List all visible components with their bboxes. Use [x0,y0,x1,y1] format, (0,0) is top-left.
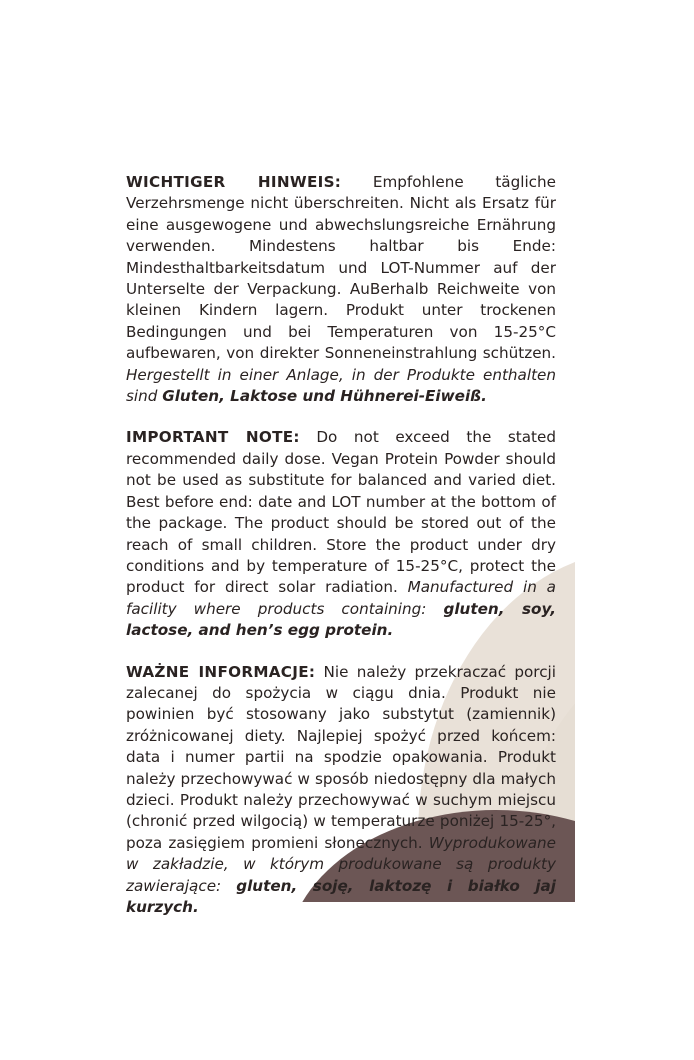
english-notice [126,427,556,641]
german-allergens: Gluten, Laktose und Hühnerei-Eiweiß. [162,387,487,406]
english-allergens: gluten, soy, lactose, and hen’s egg protein. [126,599,556,640]
label-text [126,172,556,918]
english-body: Do not exceed the stated recommended daily dose. Vegan Protein Powder should not be used as substitute for balanced and varied diet. Best before end: date and LOT number at the bottom of the package. The product should be stored out of the reach of small children. Store the product under dry conditions and by temperature of 15-25°C, protect the product for direct solar radiation. [126,428,556,597]
german-heading: WICHTIGER HINWEIS: [126,173,342,191]
english-facility-note: Manufactured in a facility where products containing: [126,578,556,618]
german-facility-note: Hergestellt in einer Anlage, in der Produkte enthalten sind [126,365,556,406]
polish-facility-note: Wyprodukowane w zakładzie, w którym produkowane są produkty zawierające: [126,833,556,895]
polish-allergens: gluten, soję, laktozę i białko jaj kurzych. [126,876,556,916]
polish-body: Nie należy przekraczać porcji zalecanej do spożycia w ciągu dnia. Produkt nie powinien być stosowany jako substytut (zamiennik) zróżnicowanej diety. Najlepiej spożyć przed końcem: data i numer partii na spodzie opakowania. Produkt należy przechowywać w sposób niedostępny dla małych dzieci. Produkt należy przechowywać w suchym miejscu (chronić przed wilgocią) w temperaturze poniżej 15-25°, poza zasięgiem promieni słonecznych. [126,662,556,852]
polish-heading: WAŻNE INFORMACJE: [126,662,316,681]
english-heading: IMPORTANT NOTE: [126,428,300,447]
german-body: Empfohlene tägliche Verzehrsmenge nicht überschreiten. Nicht als Ersatz für eine ausgewogene und abwechslungsreiche Ernährung verwenden. Mindestens haltbar bis Ende: Mindesthaltbarkeitsdatum und LOT-Nummer auf der Unterselte der Verpackung. AuBerhalb Reichweite von kleinen Kindern lagern. Produkt unter trockenen Bedingungen und bei Temperaturen von 15-25°C aufbewaren, von direkter Sonneneinstrahlung schützen. [126,173,556,363]
german-notice [126,172,556,407]
polish-notice [126,662,556,919]
